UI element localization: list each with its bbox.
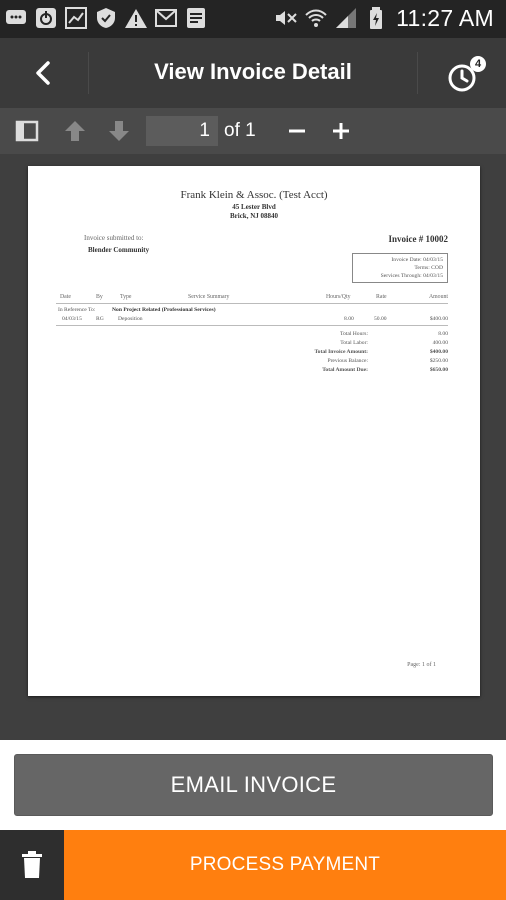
total-value: 8.00 [438,331,448,337]
mute-icon [274,7,298,29]
project-name: Non Project Related (Professional Services) [112,307,216,313]
firm-address-line1: 45 Lester Blvd [232,203,276,211]
sidebar-toggle-button[interactable] [14,118,40,144]
firm-address-line2: Brick, NJ 08840 [229,212,279,220]
column-header: By [96,294,103,300]
column-header: Amount [428,294,448,300]
submitted-to-label: Invoice submitted to: [84,234,144,242]
total-value: $650.00 [429,367,448,373]
history-count-badge: 4 [470,56,486,72]
arrow-up-icon [63,119,87,143]
firm-name: Frank Klein & Assoc. (Test Acct) [180,189,328,201]
gmail-icon [154,7,178,29]
invoice-number: Invoice # 10002 [388,234,448,244]
line-item-amount: $400.00 [429,316,448,322]
delete-button[interactable] [0,830,64,900]
line-item-hours: 8.00 [344,316,354,322]
action-area [0,740,506,830]
reference-label: In Reference To: [58,307,96,313]
line-item-type: Deposition [118,316,143,322]
sidebar-icon [15,120,39,142]
wifi-icon [304,7,328,29]
plus-icon [331,121,351,141]
column-header: Service Summary [188,294,230,300]
page-title: View Invoice Detail [154,59,352,84]
client-name: Blender Community [88,246,150,254]
next-page-button[interactable] [106,118,132,144]
total-value: $400.00 [429,349,448,355]
notes-icon [184,7,208,29]
history-button[interactable] [440,52,490,98]
zoom-out-button[interactable] [284,118,310,144]
notification-icons [4,7,208,29]
invoice-page [28,166,480,696]
status-bar [0,0,506,38]
minus-icon [287,121,307,141]
chevron-left-icon [32,60,54,86]
previous-page-button[interactable] [62,118,88,144]
column-header: Rate [376,294,387,300]
page-number-input[interactable] [146,116,218,146]
app-bar [0,38,506,108]
app-bar-divider-right [417,52,418,94]
column-header: Type [120,294,132,300]
pdf-viewer[interactable] [0,154,506,740]
header-rule [56,303,448,304]
trash-icon [21,851,43,879]
back-button[interactable] [14,48,72,98]
invoice-date: Invoice Date: 04/03/15 [391,257,443,263]
invoice-info-box [352,253,448,283]
page-footer: Page: 1 of 1 [407,662,436,668]
page-total-label: of 1 [224,120,256,141]
signal-icon [334,7,358,29]
column-header: Date [60,294,71,300]
app-bar-divider-left [88,52,89,94]
arrow-down-icon [107,119,131,143]
message-icon [4,7,28,29]
clock: 11:27 AM [396,5,494,31]
system-icons [274,7,388,29]
zoom-in-button[interactable] [328,118,354,144]
process-payment-button[interactable]: PROCESS PAYMENT [64,830,506,900]
total-value: 400.00 [432,340,448,346]
pdf-toolbar [0,108,506,154]
total-label: Total Hours: [339,331,368,337]
services-through: Services Through: 04/03/15 [380,273,443,279]
total-label: Previous Balance: [327,358,368,364]
warning-icon [124,7,148,29]
line-item-rate: 50.00 [374,316,387,322]
bottom-bar [0,830,506,900]
line-item-date: 04/03/15 [62,316,82,322]
chart-icon [64,7,88,29]
total-label: Total Invoice Amount: [314,349,368,355]
battery-icon [364,7,388,29]
line-item-by: RG [96,316,104,322]
shield-icon [94,7,118,29]
column-header: Hours/Qty [326,294,351,300]
invoice-terms: Terms: COD [414,265,443,271]
email-invoice-button[interactable]: EMAIL INVOICE [14,754,493,816]
total-value: $250.00 [429,358,448,364]
power-icon [34,7,58,29]
total-label: Total Labor: [340,340,368,346]
line-item-rule [56,325,448,326]
total-label: Total Amount Due: [322,367,368,373]
